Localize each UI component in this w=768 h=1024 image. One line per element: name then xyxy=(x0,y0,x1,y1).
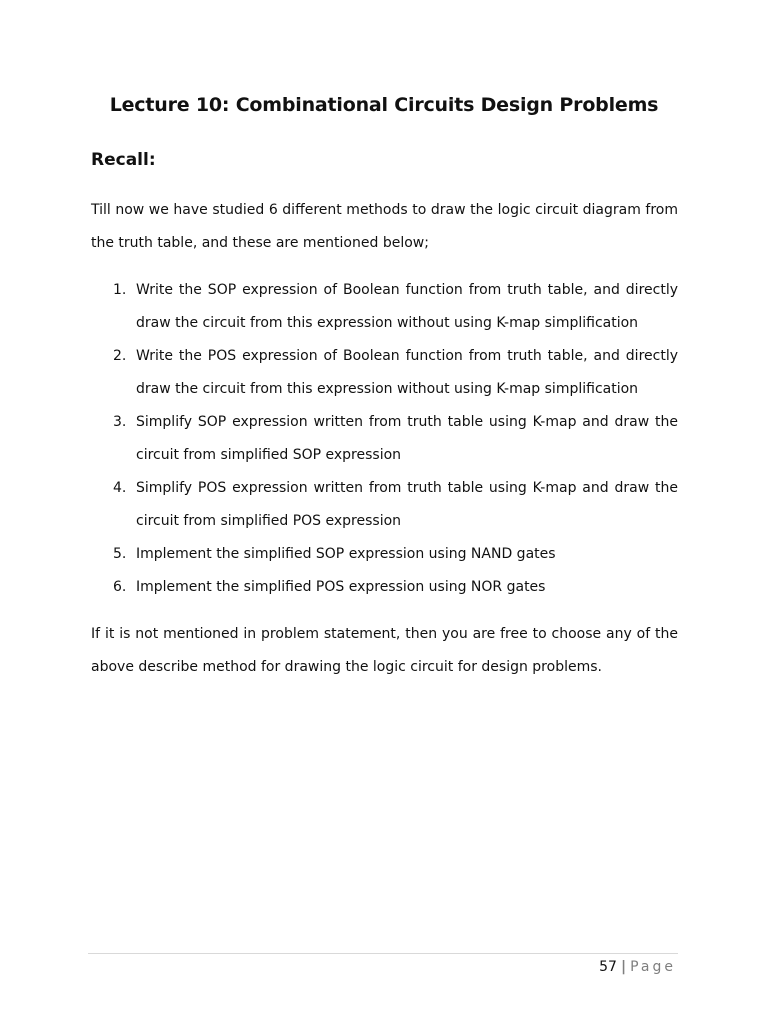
list-item xyxy=(0,472,768,538)
list-item-number: 1. xyxy=(113,282,127,298)
section-heading: Recall: xyxy=(91,150,156,170)
list-item-text: Simplify POS expression written from truth table using K-map and draw the circuit from simplified POS expression xyxy=(136,480,678,529)
page-footer xyxy=(599,957,676,977)
list-item-number: 4. xyxy=(113,480,127,496)
list-item xyxy=(0,538,768,571)
footer-separator: | xyxy=(620,959,627,975)
list-item-number: 2. xyxy=(113,348,127,364)
list-item xyxy=(0,340,768,406)
page-number: 57 xyxy=(599,959,617,975)
list-item xyxy=(0,571,768,604)
list-item-text: Write the SOP expression of Boolean function from truth table, and directly draw the circuit from this expression without using K-map simplification xyxy=(136,282,678,331)
page-title: Lecture 10: Combinational Circuits Design Problems xyxy=(109,94,659,116)
list-item-number: 6. xyxy=(113,579,127,595)
conclusion-paragraph: If it is not mentioned in problem statement, then you are free to choose any of the above describe method for drawing the logic circuit for design problems. xyxy=(91,626,678,675)
page-label: Page xyxy=(630,959,676,975)
list-item-text: Implement the simplified SOP expression using NAND gates xyxy=(136,546,556,562)
list-item xyxy=(0,274,768,340)
footer-divider xyxy=(88,953,678,954)
list-item-number: 3. xyxy=(113,414,127,430)
list-item xyxy=(0,406,768,472)
list-item-number: 5. xyxy=(113,546,127,562)
list-item-text: Implement the simplified POS expression using NOR gates xyxy=(136,579,546,595)
list-item-text: Write the POS expression of Boolean function from truth table, and directly draw the circuit from this expression without using K-map simplification xyxy=(136,348,678,397)
intro-paragraph: Till now we have studied 6 different methods to draw the logic circuit diagram from the truth table, and these are mentioned below; xyxy=(91,202,678,251)
methods-list xyxy=(0,274,768,604)
list-item-text: Simplify SOP expression written from truth table using K-map and draw the circuit from simplified SOP expression xyxy=(136,414,678,463)
